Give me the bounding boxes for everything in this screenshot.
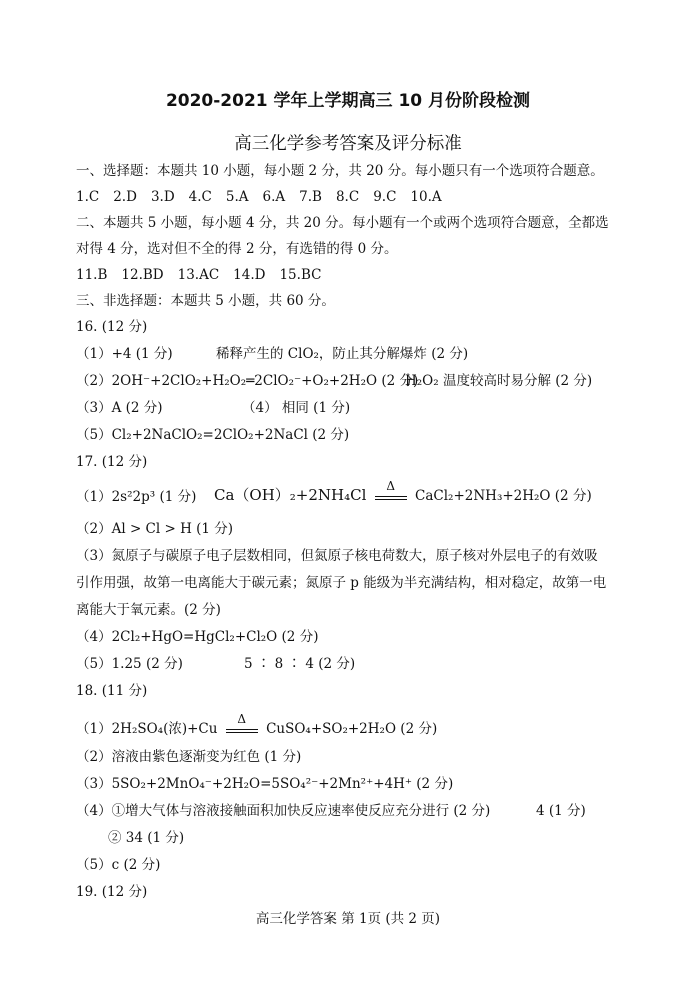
section2-heading-line2: 对得 4 分，选对但不全的得 2 分，有选错的得 0 分。 <box>76 241 398 257</box>
answer-item: 7.B <box>299 189 322 205</box>
q17-part5-b: 5 ∶ 8 ∶ 4 (2 分) <box>244 656 356 672</box>
answer-item: 3.D <box>150 189 175 205</box>
q17-header: 17. (12 分) <box>76 454 148 470</box>
q17-part2: （2）Al > Cl > H (1 分) <box>76 521 234 537</box>
q17-part1-config: （1）2s²2p³ (1 分) <box>76 489 197 505</box>
q16-part4: （4） 相同 (1 分) <box>242 400 351 416</box>
q17-part3-line1: （3）氮原子与碳原子电子层数相同，但氮原子核电荷数大，原子核对外层电子的有效吸 <box>76 548 598 564</box>
section3-heading: 三、非选择题：本题共 5 小题，共 60 分。 <box>76 293 335 309</box>
q18-part4-b: 4 (1 分) <box>536 803 586 819</box>
q19-header: 19. (12 分) <box>76 884 148 900</box>
q16-part2-reason: H₂O₂ 温度较高时易分解 (2 分) <box>405 373 593 389</box>
answer-item: 15.BC <box>279 267 322 283</box>
answer-item: 8.C <box>335 189 360 205</box>
q16-header: 16. (12 分) <box>76 319 148 335</box>
page-subtitle: 高三化学参考答案及评分标准 <box>234 134 462 154</box>
section1-answers <box>76 188 442 206</box>
q18-part3: （3）5SO₂+2MnO₄⁻+2H₂O=5SO₄²⁻+2Mn²⁺+4H⁺ (2 分) <box>76 776 454 792</box>
answer-item: 2.D <box>113 189 137 205</box>
q16-part5: （5）Cl₂+2NaClO₂=2ClO₂+2NaCl (2 分) <box>76 427 350 443</box>
q16-part1-answer: （1）+4 (1 分) <box>76 346 173 362</box>
q17-part3-line3: 离能大于氧元素。(2 分) <box>76 602 221 618</box>
q17-part3-line2: 引作用强，故第一电离能大于碳元素；氮原子 p 能级为半充满结构，相对稳定，故第一电 <box>76 575 607 591</box>
q18-part5: （5）c (2 分) <box>76 857 161 873</box>
answer-item: 5.A <box>225 189 249 205</box>
q18-header: 18. (11 分) <box>76 683 148 699</box>
answer-item: 9.C <box>373 189 397 205</box>
answer-item: 14.D <box>233 267 266 283</box>
q18-part2: （2）溶液由紫色逐渐变为红色 (1 分) <box>76 749 302 765</box>
section2-answers <box>76 266 321 284</box>
q18-eq-right: CuSO₄+SO₂+2H₂O (2 分) <box>266 721 438 737</box>
answer-item: 12.BD <box>121 267 164 283</box>
q18-part1-equation <box>76 711 438 739</box>
section2-heading-line1: 二、本题共 5 小题，每小题 4 分，共 20 分。每小题有一个或两个选项符合题意，全都选 <box>76 215 609 231</box>
q18-eq-condition: Δ <box>237 711 247 726</box>
answer-item: 11.B <box>76 267 108 283</box>
q16-part2-equation: （2）2OH⁻+2ClO₂+H₂O₂═2ClO₂⁻+O₂+2H₂O (2 分) <box>76 373 419 389</box>
answer-item: 10.A <box>410 189 442 205</box>
heat-condition-icon <box>371 478 411 506</box>
section1-heading: 一、选择题：本题共 10 小题，每小题 2 分，共 20 分。每小题只有一个选项符合题意。 <box>76 163 604 179</box>
page-title: 2020-2021 学年上学期高三 10 月份阶段检测 <box>165 91 531 111</box>
q17-eq-left: Ca（OH）₂+2NH₄Cl <box>214 486 367 504</box>
q17-eq-right: CaCl₂+2NH₃+2H₂O (2 分) <box>415 488 592 504</box>
heat-condition-icon <box>222 711 262 739</box>
q18-part4-c: ② 34 (1 分) <box>108 830 185 846</box>
answer-item: 4.C <box>188 189 212 205</box>
q18-part4-a: （4）①增大气体与溶液接触面积加快反应速率使反应充分进行 (2 分) <box>76 803 491 819</box>
q16-part1-reason: 稀释产生的 ClO₂，防止其分解爆炸 (2 分) <box>216 346 469 362</box>
answer-item: 1.C <box>76 189 100 205</box>
q17-part4: （4）2Cl₂+HgO=HgCl₂+Cl₂O (2 分) <box>76 629 319 645</box>
q18-eq-left: （1）2H₂SO₄(浓)+Cu <box>76 721 218 737</box>
q17-part1-equation <box>214 478 592 506</box>
page-footer: 高三化学答案 第 1页 (共 2 页) <box>255 911 441 927</box>
answer-item: 6.A <box>262 189 286 205</box>
q17-eq-condition: Δ <box>386 478 396 493</box>
q16-part3: （3）A (2 分) <box>76 400 163 416</box>
q17-part5-a: （5）1.25 (2 分) <box>76 656 183 672</box>
answer-item: 13.AC <box>177 267 220 283</box>
